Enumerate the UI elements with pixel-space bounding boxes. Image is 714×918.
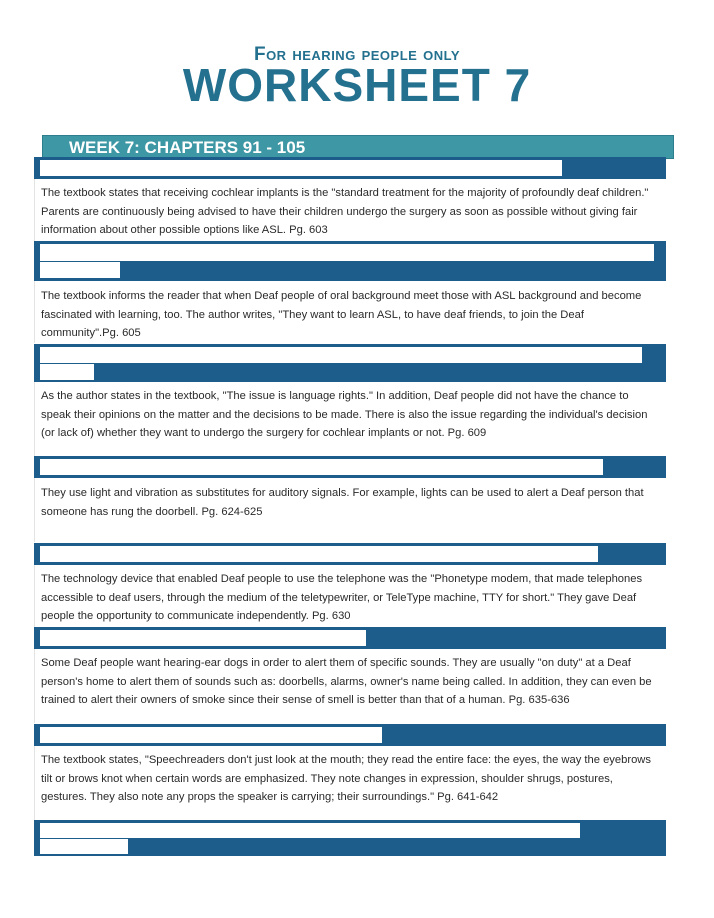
question-redaction-1 xyxy=(40,160,562,176)
question-bar-6 xyxy=(34,627,666,649)
question-redaction-2b xyxy=(40,262,120,278)
answer-text-6: Some Deaf people want hearing-ear dogs in order to alert them of specific sounds. They are usually "on duty" at a Deaf person's home to alert them of sounds such as: doorbells, alarms, owner's name being called. In addition, they can even be trained to alert their owners of smoke since their sense of smell is better than that of a human. Pg. 635-636 xyxy=(41,657,652,707)
question-bar-1 xyxy=(34,157,666,179)
worksheet-subtitle: For hearing people only xyxy=(253,44,461,65)
answer-text-4: They use light and vibration as substitutes for auditory signals. For example, lights can be used to alert a Deaf person that someone has rung the doorbell. Pg. 624-625 xyxy=(41,487,644,518)
answer-text-7: The textbook states, "Speechreaders don't just look at the mouth; they read the entire face: the eyes, the way the eyebrows tilt or brows knot when certain words are emphasized. They note changes in expression, shoulder shrugs, postures, gestures. They also note any props the speaker is carrying; their surroundings." Pg. 641-642 xyxy=(41,754,651,804)
question-redaction-8b xyxy=(40,839,128,854)
question-redaction-5 xyxy=(40,546,598,562)
answer-text-2: The textbook informs the reader that when Deaf people of oral background meet those with ASL background and become fascinated with learning, too. The author writes, "They want to learn ASL, to have deaf friends, to join the Deaf community".Pg. 605 xyxy=(41,290,642,340)
question-bar-3 xyxy=(34,344,666,382)
question-bar-5 xyxy=(34,543,666,565)
question-redaction-8a xyxy=(40,823,580,838)
question-bar-8 xyxy=(34,820,666,856)
question-bar-4 xyxy=(34,456,666,478)
question-bar-7 xyxy=(34,724,666,746)
answer-text-1: The textbook states that receiving cochlear implants is the "standard treatment for the majority of profoundly deaf children." Parents are continuously being advised to have their children undergo the surgery as soon as possible without giving fair information about other possible options like ASL. Pg. 603 xyxy=(41,187,649,237)
week-bar xyxy=(42,135,674,159)
week-label: WEEK 7: CHAPTERS 91 - 105 xyxy=(69,138,306,157)
question-redaction-3b xyxy=(40,364,94,380)
question-bar-2 xyxy=(34,241,666,281)
question-redaction-4 xyxy=(40,459,603,475)
answer-text-3: As the author states in the textbook, "The issue is language rights." In addition, Deaf people did not have the chance to speak their opinions on the matter and the decisions to be made. There is also the issue regarding the individual's decision (or lack of) whether they want to undergo the surgery for cochlear implants or not. Pg. 609 xyxy=(41,390,648,440)
answer-text-5: The technology device that enabled Deaf people to use the telephone was the "Phonetype modem, that made telephones accessible to deaf users, through the medium of the teletypewriter, or TeleType machine, TTY for short." They gave Deaf people the opportunity to communicate independently. Pg. 630 xyxy=(41,573,643,623)
question-redaction-2a xyxy=(40,244,654,261)
question-redaction-6 xyxy=(40,630,366,646)
question-redaction-3a xyxy=(40,347,642,363)
question-redaction-7 xyxy=(40,727,382,743)
worksheet-title: WORKSHEET 7 xyxy=(182,59,532,111)
